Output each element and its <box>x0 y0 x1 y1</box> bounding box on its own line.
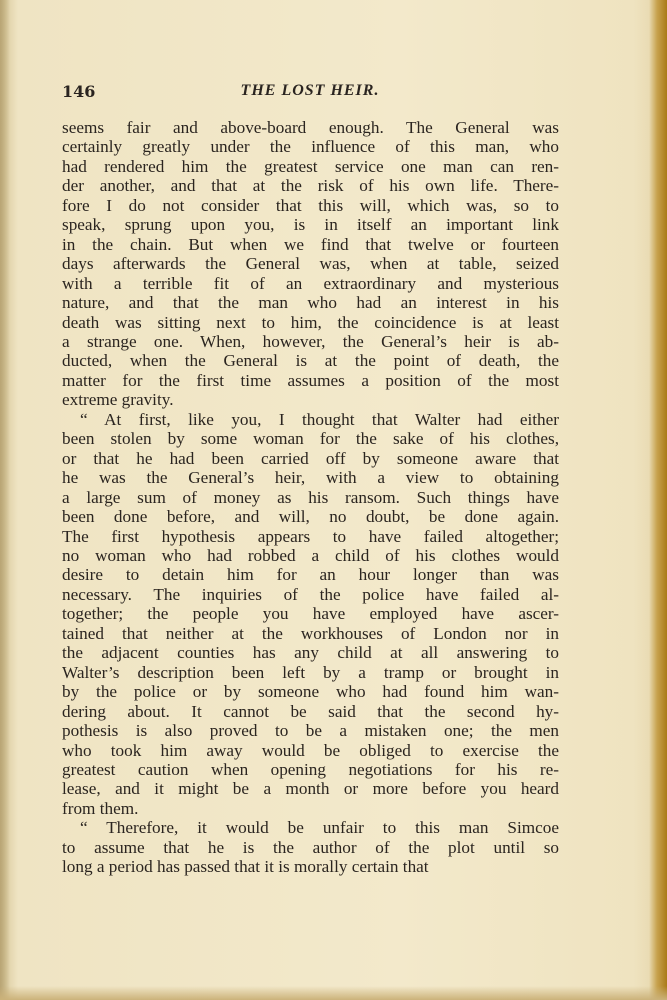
text-line: Walter’s description been left by a tramp or brought in <box>62 662 559 682</box>
text-line: with a terrible fit of an extraordinary and mysterious <box>62 273 559 293</box>
body-text <box>62 118 559 877</box>
text-line: from them. <box>62 798 139 818</box>
text-line: dering about. It cannot be said that the second hy- <box>62 701 559 721</box>
page-number: 146 <box>62 82 96 101</box>
text-line: “ Therefore, it would be unfair to this man Simcoe <box>80 818 559 838</box>
text-line: lease, and it might be a month or more before you heard <box>62 779 559 799</box>
text-line: together; the people you have employed have ascer- <box>62 604 559 624</box>
text-line: been done before, and will, no doubt, be done again. <box>62 507 559 527</box>
page-fold-shadow <box>649 0 667 1000</box>
text-line: ducted, when the General is at the point of death, the <box>62 351 559 371</box>
text-line: pothesis is also proved to be a mistaken one; the men <box>62 721 559 741</box>
text-line: been stolen by some woman for the sake of his clothes, <box>62 429 559 449</box>
text-line: by the police or by someone who had found him wan- <box>62 682 559 702</box>
text-line: the adjacent counties has any child at all answering to <box>62 643 559 663</box>
text-line: “ At first, like you, I thought that Walter had either <box>80 409 559 429</box>
text-line: no woman who had robbed a child of his clothes would <box>62 545 559 565</box>
text-line: days afterwards the General was, when at table, seized <box>62 254 559 274</box>
paragraph <box>62 118 559 410</box>
text-line: who took him away would be obliged to exercise the <box>62 740 559 760</box>
text-line: nature, and that the man who had an interest in his <box>62 293 559 313</box>
text-line: speak, sprung upon you, is in itself an important link <box>62 215 559 235</box>
text-line: a large sum of money as his ransom. Such things have <box>62 487 559 507</box>
text-line: extreme gravity. <box>62 390 174 410</box>
text-line: death was sitting next to him, the coincidence is at least <box>62 312 559 332</box>
page-header <box>62 82 558 106</box>
text-line: tained that neither at the workhouses of London nor in <box>62 623 559 643</box>
running-title: THE LOST HEIR. <box>240 82 380 99</box>
text-line: long a period has passed that it is morally certain that <box>62 857 429 877</box>
text-line: or that he had been carried off by someone aware that <box>62 448 559 468</box>
paragraph <box>62 410 559 819</box>
text-line: der another, and that at the risk of his own life. There- <box>62 176 559 196</box>
text-line: matter for the first time assumes a position of the most <box>62 370 559 390</box>
text-line: desire to detain him for an hour longer than was <box>62 565 559 585</box>
text-line: in the chain. But when we find that twelve or fourteen <box>62 234 559 254</box>
text-line: greatest caution when opening negotiations for his re- <box>62 759 559 779</box>
text-line: certainly greatly under the influence of this man, who <box>62 137 559 157</box>
text-line: to assume that he is the author of the plot until so <box>62 837 559 857</box>
text-line: had rendered him the greatest service one man can ren- <box>62 156 559 176</box>
page-left-edge <box>0 0 10 1000</box>
text-line: seems fair and above-board enough. The General was <box>62 118 559 137</box>
text-line: The first hypothesis appears to have failed altogether; <box>62 526 559 546</box>
page-bottom-edge <box>0 986 667 1000</box>
text-line: fore I do not consider that this will, which was, so to <box>62 195 559 215</box>
paragraph <box>62 818 559 876</box>
text-line: necessary. The inquiries of the police have failed al- <box>62 584 559 604</box>
text-line: he was the General’s heir, with a view to obtaining <box>62 468 559 488</box>
text-line: a strange one. When, however, the General’s heir is ab- <box>62 331 559 351</box>
